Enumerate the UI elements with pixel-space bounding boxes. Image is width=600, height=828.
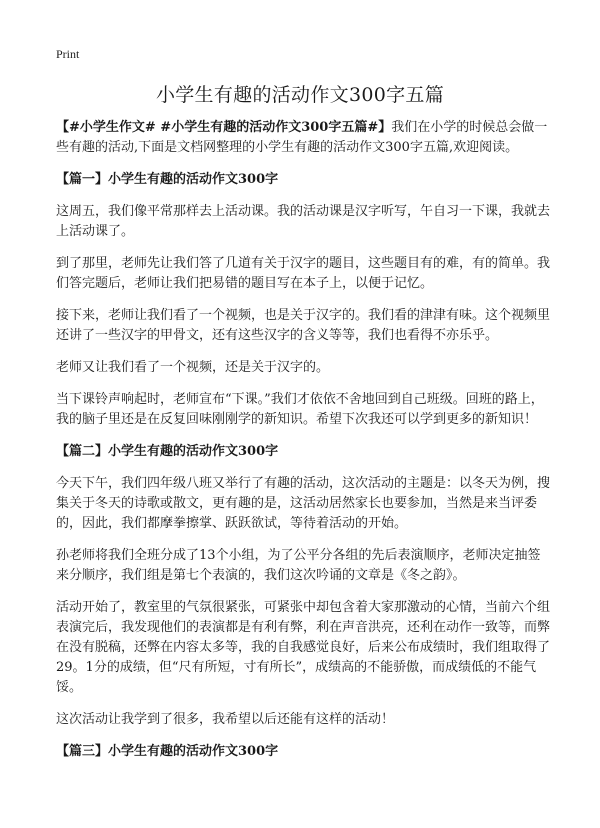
section-2-paragraph: 活动开始了，教室里的气氛很紧张，可紧张中却包含着大家那激动的心情，当前六个组表演完后，我发现他们的表演都是有利有弊，利在声音洪亮，还利在动作一致等，而弊在没有脱稿，还弊在内容太多等，我的自我感觉良好，后来公布成绩时，我们组取得了29。1分的成绩，但“尺有所短，寸有所长”，成绩高的不能骄傲，而成绩低的不能气馁。 [56, 600, 551, 695]
intro-paragraph [56, 118, 550, 158]
section-2-paragraph: 这次活动让我学到了很多，我希望以后还能有这样的活动！ [56, 712, 395, 727]
section-1-paragraph: 到了那里，老师先让我们答了几道有关于汉字的题目，这些题目有的难，有的简单。我们答完题后，老师让我们把易错的题目写在本子上，以便于记忆。 [56, 256, 551, 291]
page-title: 小学生有趣的活动作文300字五篇 [155, 84, 445, 106]
section-2-heading: 【篇二】小学生有趣的活动作文300字 [56, 444, 279, 459]
section-2-paragraph: 孙老师将我们全班分成了13个小组，为了公平分各组的先后表演顺序，老师决定抽签来分顺序，我们组是第七个表演的，我们这次吟诵的文章是《冬之韵》。 [56, 548, 541, 583]
section-1-heading: 【篇一】小学生有趣的活动作文300字 [56, 172, 279, 187]
section-1-paragraph: 老师又让我们看了一个视频，还是关于汉字的。 [56, 360, 330, 375]
intro-text: 我们在小学的时候总会做一些有趣的活动,下面是文档网整理的小学生有趣的活动作文300字五篇,欢迎阅读。 [56, 120, 548, 155]
section-3-heading: 【篇三】小学生有趣的活动作文300字 [56, 744, 279, 759]
intro-tag: 【#小学生作文# #小学生有趣的活动作文300字五篇#】 [56, 120, 392, 135]
section-1-paragraph: 当下课铃声响起时，老师宣布“下课。”我们才依依不舍地回到自己班级。回班的路上，我的脑子里还是在反复回味刚刚学的新知识。希望下次我还可以学到更多的新知识！ [56, 392, 544, 427]
article-body [56, 118, 550, 774]
section-1-paragraph: 这周五，我们像平常那样去上活动课。我的活动课是汉字听写，午自习一下课，我就去上活动课了。 [56, 204, 551, 239]
section-2-paragraph: 今天下午，我们四年级八班又举行了有趣的活动，这次活动的主题是：以冬天为例，搜集关于冬天的诗歌或散文，更有趣的是，这活动居然家长也要参加，当然是来当评委的，因此，我们都摩拳擦掌、跃跃欲试，等待着活动的开始。 [56, 476, 551, 531]
section-1-paragraph: 接下来，老师让我们看了一个视频，也是关于汉字的。我们看的津津有味。这个视频里还讲了一些汉字的甲骨文，还有这些汉字的含义等等，我们也看得不亦乐乎。 [56, 308, 551, 343]
print-label: Print [56, 47, 80, 61]
